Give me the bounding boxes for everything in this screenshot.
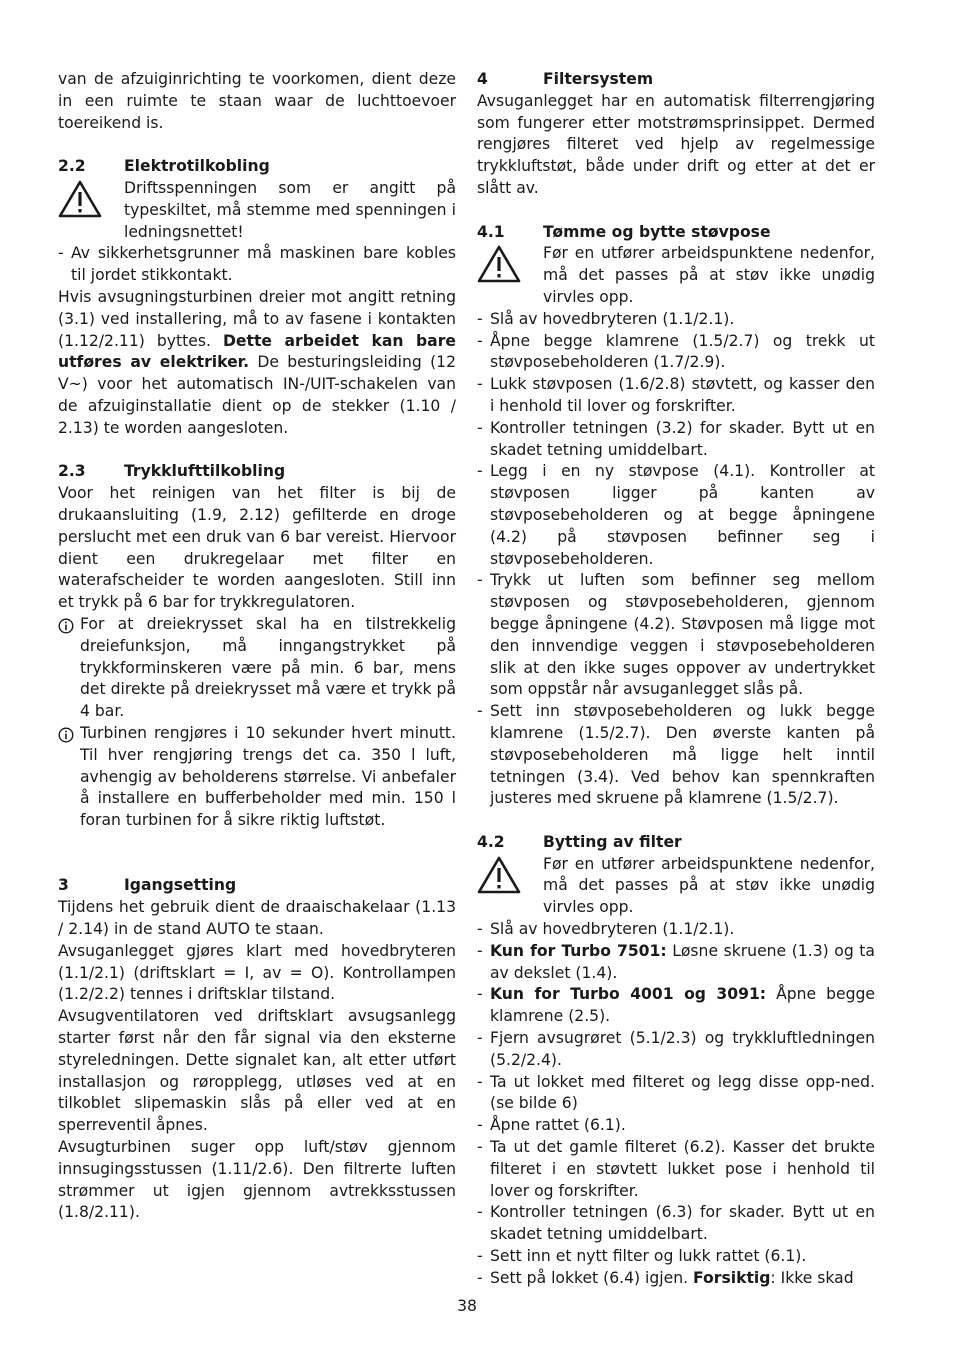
list-item: - Fjern avsugrøret (5.1/2.3) og trykkluftledningen (5.2/2.4). [477, 1029, 875, 1069]
list-item: - Slå av hovedbryteren (1.1/2.1). [477, 920, 735, 939]
list-item: - Sett inn et nytt filter og lukk rattet (6.1). [477, 1247, 807, 1266]
warning-block: Før en utfører arbeidspunktene nedenfor, må det passes på at støv ikke unødig virvles opp. [477, 854, 875, 919]
info-note: Turbinen rengjøres i 10 sekunder hvert minutt. Til hver rengjøring trengs det ca. 350 l luft, avhengig av beholderens størrelse. Vi anbefaler å installere en bufferbeholder med min. 150 l foran turbinen for å sikre riktig luftstøt. [58, 723, 456, 832]
section-3-heading: 3 Igangsetting [58, 876, 237, 895]
paragraph: Tijdens het gebruik dient de draaischakelaar (1.13 / 2.14) in de stand AUTO te staan. [58, 898, 456, 939]
list-item: - Trykk ut luften som befinner seg mellom støvposen og støvposebeholderen, gjennom begge åpningene (4.2). Støvposen må ligge mot den innvendige veggen i støvposebeholderen slik at den ikke suges oppover av undertrykket som oppstår når avsuganlegget slås på. [477, 571, 875, 699]
paragraph: Voor het reinigen van het filter is bij de drukaansluiting (1.9, 2.12) gefilterde en droge perslucht met een druk van 6 bar vereist. Hiervoor dient een drukregelaar met filter en waterafscheider te worden aangesloten. Still inn et trykk på 6 bar for trykkregulatoren. [58, 484, 456, 612]
list-item: - Av sikkerhetsgrunner må maskinen bare kobles til jordet stikkontakt. [58, 244, 456, 285]
warning-block: Driftsspenningen som er angitt på typeskiltet, må stemme med spenningen i ledningsnettet! [58, 178, 456, 243]
page-number: 38 [457, 1297, 477, 1315]
paragraph: Avsuganlegget har en automatisk filterrengjøring som fungerer etter motstrømsprinsippet. Dermed rengjøres filteret ved hjelp av regelmessige trykkluftstøt, både under drift og etter at det er slått av. [477, 91, 875, 197]
list-item: - Ta ut lokket med filteret og legg disse opp-ned. (se bilde 6) [477, 1072, 875, 1113]
list-item: - Kontroller tetningen (6.3) for skader. Bytt ut en skadet tetning umiddelbart. [477, 1203, 875, 1244]
right-column [477, 69, 875, 1290]
list-item: - Lukk støvposen (1.6/2.8) støvtett, og kasser den i henhold til lover og forskrifter. [477, 375, 875, 415]
paragraph: Avsuganlegget gjøres klart med hovedbryteren (1.1/2.1) (driftsklart = I, av = O). Kontrollampen (1.2/2.2) tennes i driftsklar tilstand. [58, 941, 456, 1004]
section-2-3-heading: 2.3 Trykklufttilkobling [58, 462, 286, 481]
section-4-1-heading: 4.1 Tømme og bytte støvpose [477, 222, 771, 241]
list-item: - Slå av hovedbryteren (1.1/2.1). [477, 309, 735, 328]
list-item: - Åpne rattet (6.1). [477, 1116, 626, 1135]
warning-triangle-icon [58, 178, 124, 225]
info-icon [58, 614, 80, 723]
list-item: - Kun for Turbo 4001 og 3091: Åpne begge klamrene (2.5). [477, 985, 875, 1026]
list-item: - Sett inn støvposebeholderen og lukk begge klamrene (1.5/2.7). Den øverste kanten på støvposebeholderen må ligge helt inntil tetningen (3.4). Ved behov kan spennkraften justeres med skruene på klamrene (1.5/2.7). [477, 702, 875, 808]
list-item: - Kun for Turbo 7501: Løsne skruene (1.3) og ta av dekslet (1.4). [477, 941, 875, 982]
paragraph: Avsugturbinen suger opp luft/støv gjennom innsugingsstussen (1.11/2.6). Den filtrerte luften strømmer ut igjen gjennom avtrekksstussen (1.8/2.11). [58, 1138, 456, 1222]
warning-triangle-icon [477, 854, 543, 901]
info-icon [58, 723, 80, 832]
list-item: - Sett på lokket (6.4) igjen. Forsiktig: Ikke skad [477, 1268, 854, 1287]
list-item: - Ta ut det gamle filteret (6.2). Kasser det brukte filteret i en støvtett lukket pose i henhold til lover og forskrifter. [477, 1138, 875, 1200]
section-2-2-heading: 2.2 Elektrotilkobling [58, 157, 270, 176]
list-item: - Åpne begge klamrene (1.5/2.7) og trekk ut støvposebeholderen (1.7/2.9). [477, 331, 875, 372]
list-item: - Legg i en ny støvpose (4.1). Kontroller at støvposen ligger på kanten av støvposebeholderen og at begge åpningene (4.2) på støvposen befinner seg i støvposebeholderen. [477, 462, 875, 568]
intro-paragraph: van de afzuiginrichting te voorkomen, dient deze in een ruimte te staan waar de luchttoevoer toereikend is. [58, 70, 456, 132]
warning-triangle-icon [477, 243, 543, 290]
section-4-heading: 4 Filtersystem [477, 70, 654, 88]
paragraph: Avsugventilatoren ved driftsklart avsugsanlegg starter først når den får signal via den eksterne styreledningen. Dette signalet kan, alt etter utført installasjon og røropplegg, utløses ved at en tilkoblet slipemaskin slås på eller ved at en sperreventil åpnes. [58, 1007, 456, 1135]
list-item: - Kontroller tetningen (3.2) for skader. Bytt ut en skadet tetning umiddelbart. [477, 418, 875, 459]
warning-block: Før en utfører arbeidspunktene nedenfor, må det passes på at støv ikke unødig virvles opp. [477, 243, 875, 308]
section-4-2-heading: 4.2 Bytting av filter [477, 832, 682, 851]
left-column [58, 69, 456, 1224]
paragraph: Hvis avsugningsturbinen dreier mot angitt retning (3.1) ved installering, må to av fasene i kontakten (1.12/2.11) byttes. Dette arbeidet kan bare utføres av elektriker. De besturingsleiding (12 V~) voor het automatisch IN-/UIT-schakelen van de afzuiginstallatie dient op de stekker (1.10 / 2.13) te worden aangesloten. [58, 287, 457, 437]
info-note: For at dreiekrysset skal ha en tilstrekkelig dreiefunksjon, må inngangstrykket på trykkforminskeren være på min. 6 bar, mens det direkte på dreiekrysset må være et trykk på 4 bar. [58, 614, 456, 723]
